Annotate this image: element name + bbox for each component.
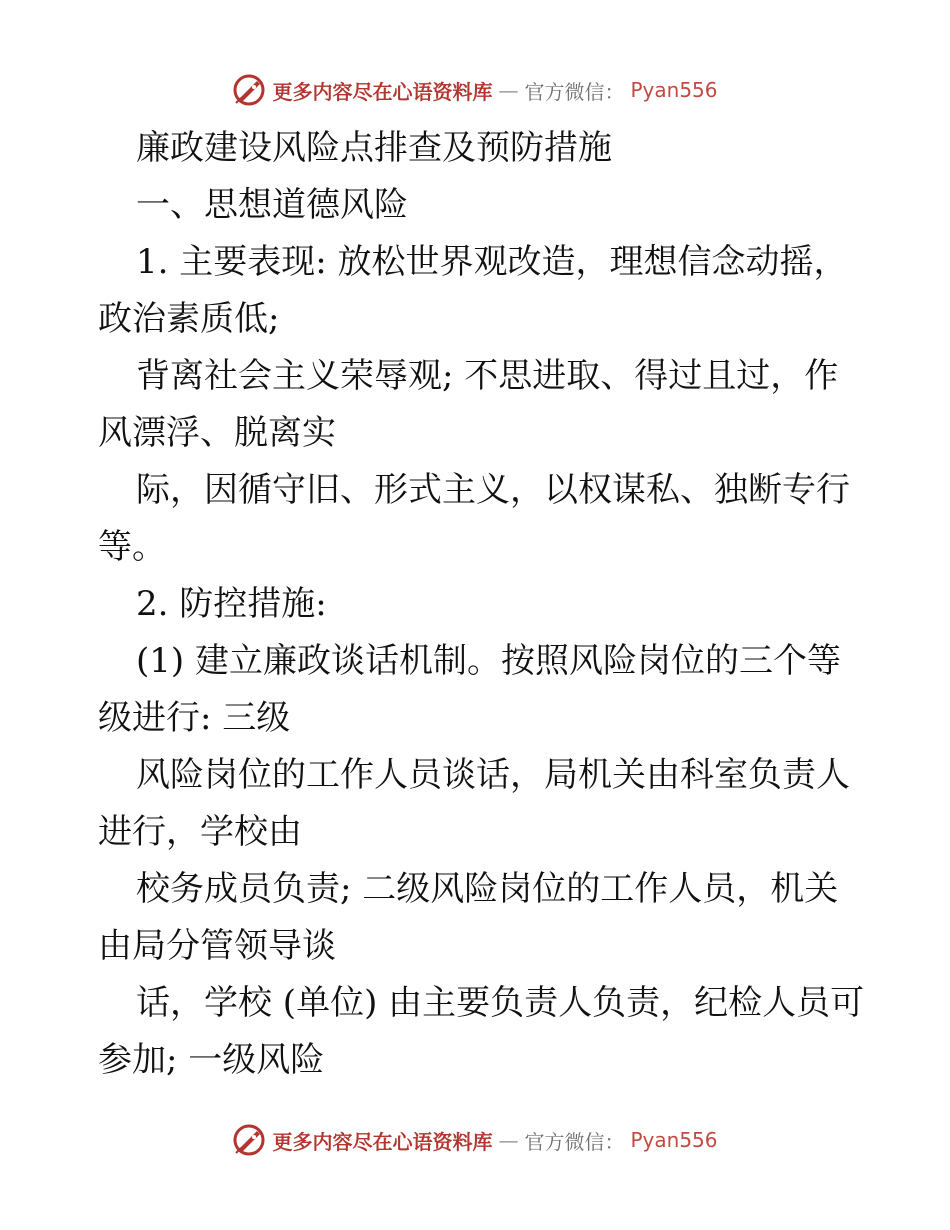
watermark-separator: — — [498, 78, 519, 102]
watermark-wechat-id: Pyan556 — [630, 78, 718, 102]
paragraph-line: 话，学校 (单位) 由主要负责人负责，纪检人员可 — [136, 983, 865, 1023]
paragraph-line: 参加; 一级风险 — [98, 1040, 325, 1080]
paragraph-line: 级进行: 三级 — [98, 698, 291, 738]
document-title: 廉政建设风险点排查及预防措施 — [136, 128, 612, 168]
paragraph-line: 等。 — [98, 527, 166, 567]
paragraph-line: 政治素质低; — [98, 299, 280, 339]
header-watermark — [0, 70, 950, 110]
watermark-site-text: 更多内容尽在心语资料库 — [272, 1129, 493, 1154]
section-heading: 一、思想道德风险 — [136, 185, 408, 225]
watermark-official-label: 官方微信： — [524, 79, 625, 104]
watermark-site-text: 更多内容尽在心语资料库 — [272, 79, 493, 104]
paragraph-line: 进行，学校由 — [98, 812, 302, 852]
document-body — [98, 120, 865, 1089]
quill-pen-circle-icon — [232, 1123, 266, 1157]
paragraph-line: (1) 建立廉政谈话机制。按照风险岗位的三个等 — [136, 641, 841, 681]
watermark-wechat-id: Pyan556 — [630, 1128, 718, 1152]
watermark-separator: — — [498, 1128, 519, 1152]
footer-watermark — [0, 1120, 950, 1160]
paragraph-line: 由局分管领导谈 — [98, 926, 336, 966]
quill-pen-circle-icon — [232, 73, 266, 107]
paragraph-line: 背离社会主义荣辱观; 不思进取、得过且过，作 — [136, 356, 839, 396]
watermark-official-label: 官方微信： — [524, 1129, 625, 1154]
paragraph-line: 校务成员负责; 二级风险岗位的工作人员，机关 — [136, 869, 839, 909]
paragraph-line: 2. 防控措施: — [136, 584, 327, 624]
paragraph-line: 1. 主要表现: 放松世界观改造，理想信念动摇， — [136, 242, 848, 282]
paragraph-line: 风险岗位的工作人员谈话，局机关由科室负责人 — [136, 755, 850, 795]
paragraph-line: 风漂浮、脱离实 — [98, 413, 336, 453]
paragraph-line: 际，因循守旧、形式主义，以权谋私、独断专行 — [136, 470, 850, 510]
